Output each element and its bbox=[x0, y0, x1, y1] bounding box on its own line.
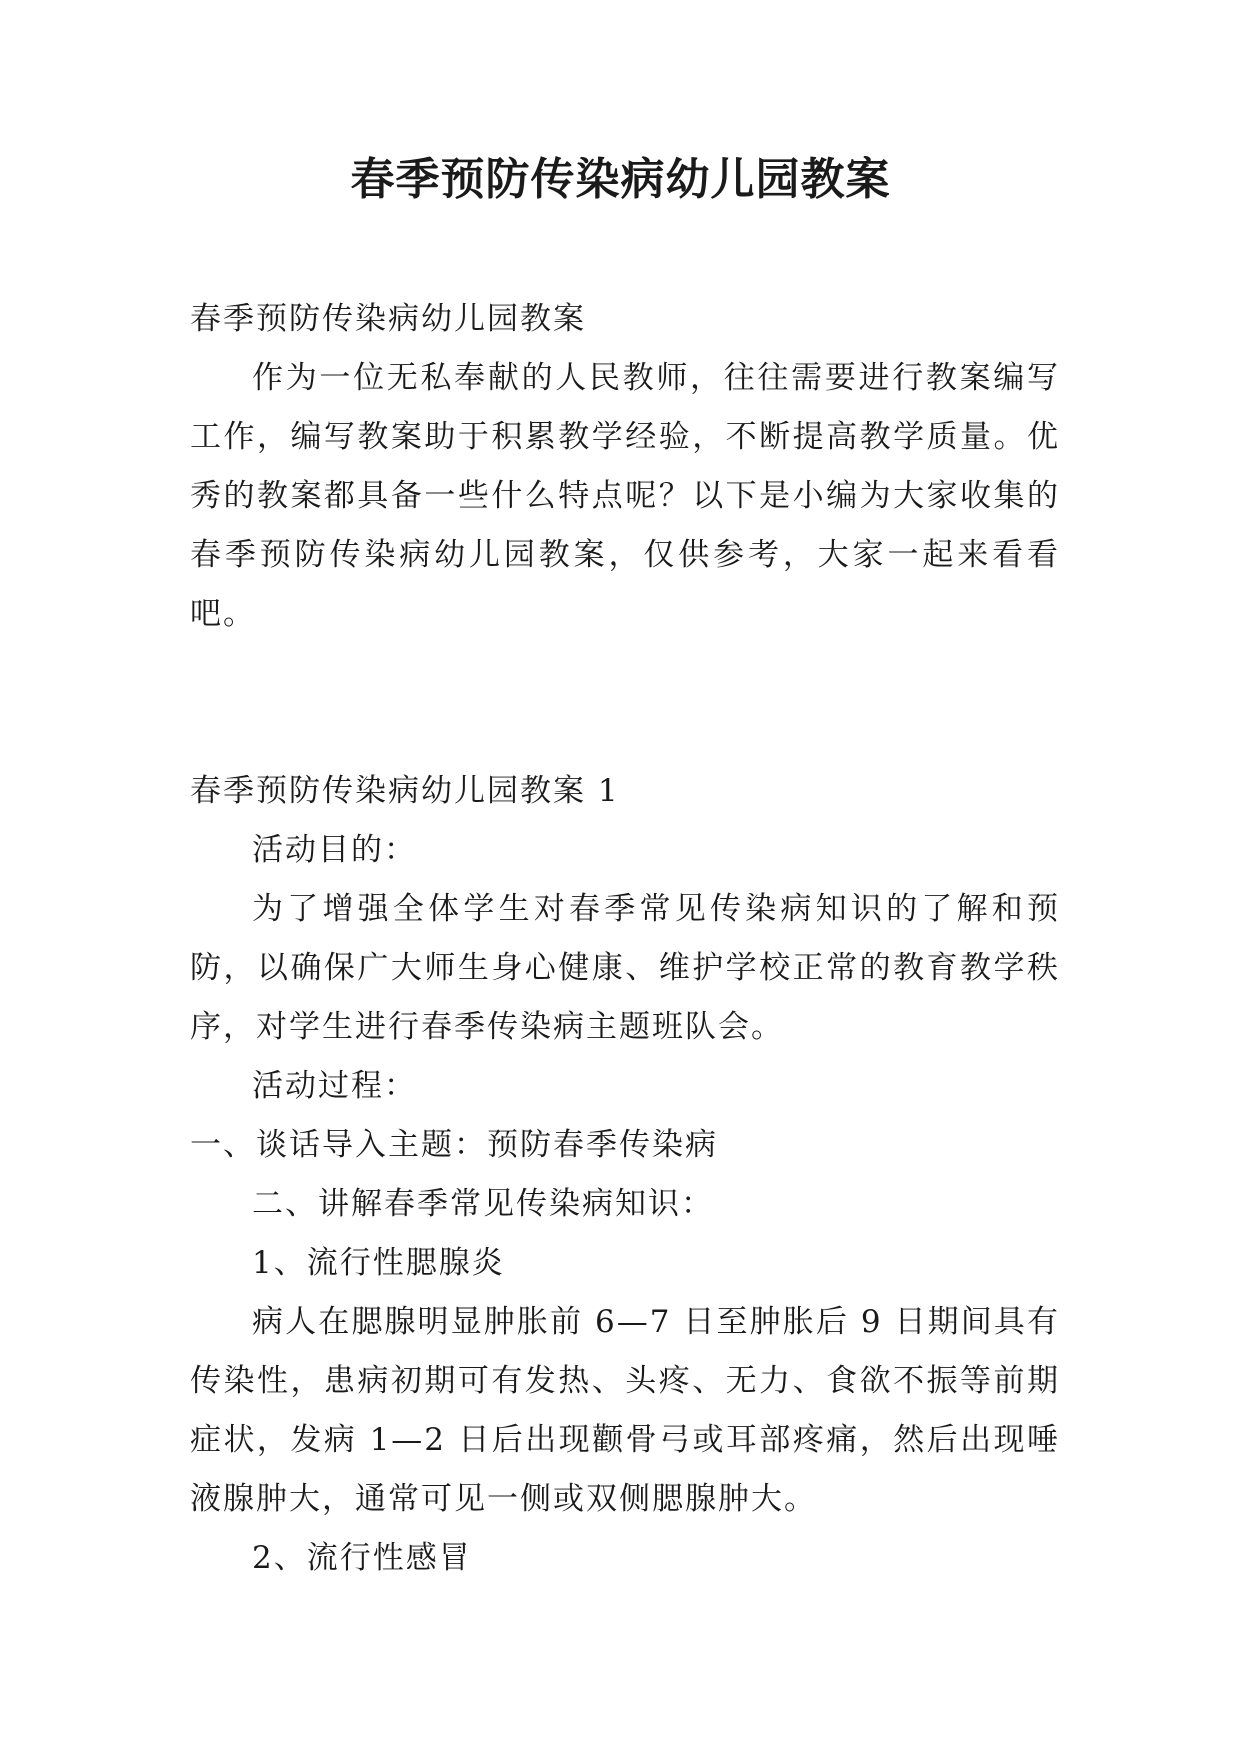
section-heading: 春季预防传染病幼儿园教案 1 bbox=[190, 773, 620, 809]
document-title: 春季预防传染病幼儿园教案 bbox=[350, 154, 891, 205]
step-one-paragraph: 一、谈话导入主题：预防春季传染病 bbox=[190, 1127, 718, 1163]
paragraph-spacer bbox=[190, 644, 1060, 762]
activity-goal-paragraph: 为了增强全体学生对春季常见传染病知识的了解和预防，以确保广大师生身心健康、维护学校正常的教育教学秩序，对学生进行春季传染病主题班队会。 bbox=[190, 891, 1060, 1045]
activity-goal-label: 活动目的： bbox=[252, 832, 417, 868]
disease-one-paragraph: 病人在腮腺明显肿胀前 6—7 日至肿胀后 9 日期间具有传染性，患病初期可有发热、头疼、无力、食欲不振等前期症状，发病 1—2 日后出现颧骨弓或耳部疼痛，然后出现唾液腺肿大，通常可见一侧或双侧腮腺肿大。 bbox=[190, 1304, 1060, 1517]
activity-process-label: 活动过程： bbox=[252, 1068, 417, 1104]
step-two-paragraph: 二、讲解春季常见传染病知识： bbox=[252, 1186, 714, 1222]
intro-paragraph: 作为一位无私奉献的人民教师，往往需要进行教案编写工作，编写教案助于积累教学经验，不断提高教学质量。优秀的教案都具备一些什么特点呢？以下是小编为大家收集的春季预防传染病幼儿园教案，仅供参考，大家一起来看看吧。 bbox=[190, 360, 1060, 632]
disease-two-heading: 2、流行性感冒 bbox=[252, 1540, 472, 1576]
document-body bbox=[190, 290, 1060, 1588]
disease-one-heading: 1、流行性腮腺炎 bbox=[252, 1245, 505, 1281]
subtitle-paragraph: 春季预防传染病幼儿园教案 bbox=[190, 301, 586, 337]
